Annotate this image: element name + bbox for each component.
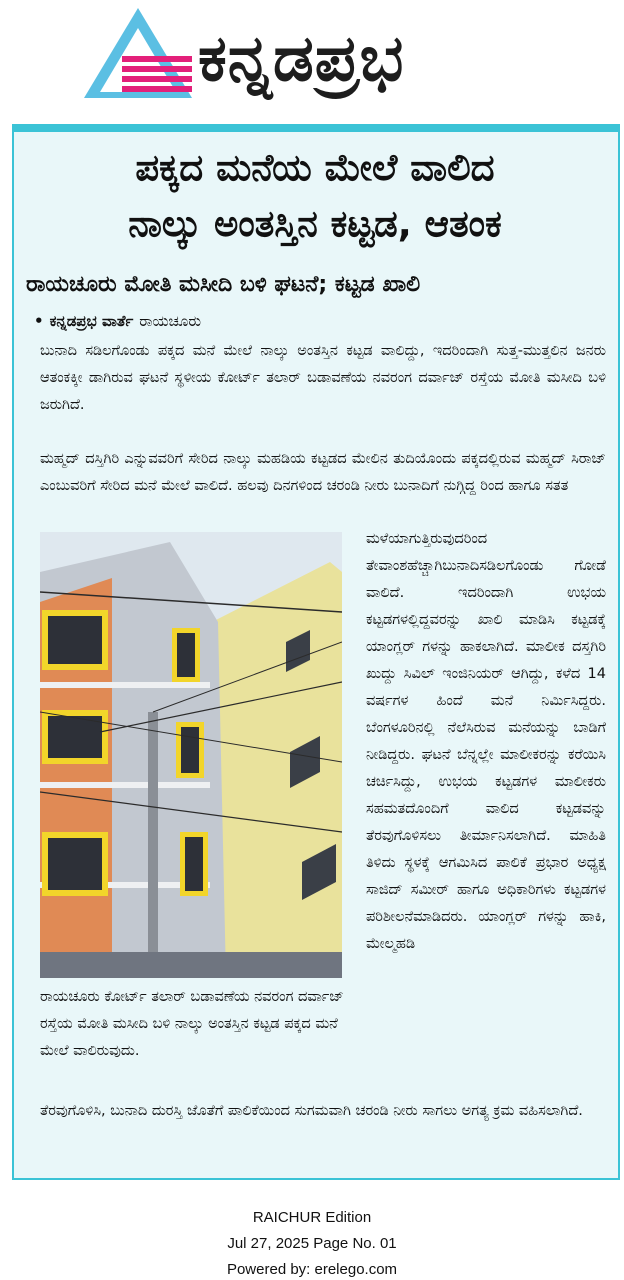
footer-powered-by: Powered by: erelego.com bbox=[226, 1261, 398, 1278]
article-paragraph-2: ಮಹ್ಮದ್ ದಸ್ತಿಗಿರಿ ಎನ್ನುವವರಿಗೆ ಸೇರಿದ ನಾಲ್ಕು ಮಹಡಿಯ ಕಟ್ಟಡದ ಮೇಲಿನ ತುದಿಯೊಂದು ಪಕ್ಕದಲ್ಲಿರುವ ಮಹ್ಮದ್ ಸಿರಾಜ್ ಎಂಬುವರಿಗೆ ಸೇರಿದ ಮನೆ ಮೇಲೆ ವಾಲಿದೆ. ಹಲವು ದಿನಗಳಿಂದ ಚರಂಡಿ ನೀರು ಬುನಾದಿಗೆ ನುಗ್ಗಿದ್ದ ರಿಂದ ಹಾಗೂ ಸತತ bbox=[40, 451, 606, 494]
byline-source: ಕನ್ನಡಪ್ರಭ ವಾರ್ತೆ bbox=[49, 312, 134, 330]
footer-date-page: Jul 27, 2025 Page No. 01 bbox=[227, 1235, 397, 1252]
headline-line-2: ನಾಲ್ಕು ಅಂತಸ್ತಿನ ಕಟ್ಟಡ, ಆತಂಕ bbox=[128, 202, 502, 245]
masthead-title: ಕನ್ನಡಪ್ರಭ bbox=[198, 22, 405, 96]
article-paragraph-1: ಬುನಾದಿ ಸಡಿಲಗೊಂಡು ಪಕ್ಕದ ಮನೆ ಮೇಲೆ ನಾಲ್ಕು ಅಂತಸ್ತಿನ ಕಟ್ಟಡ ವಾಲಿದ್ದು, ಇದರಿಂದಾಗಿ ಸುತ್ತ-ಮುತ್ತಲಿನ ಜನರು ಆತಂಕಕ್ಕೀ ಡಾಗಿರುವ ಘಟನೆ ಸ್ಥಳೀಯ ಕೋರ್ಟ್ ತಲಾರ್ ಬಡಾವಣೆಯ ನವರಂಗ ದರ್ವಾಜ್ ರಸ್ತೆಯ ಮೋತಿ ಮಸೀದಿ ಬಳಿ ಜರುಗಿದೆ. bbox=[40, 343, 606, 413]
headline bbox=[20, 140, 610, 252]
building-photo-illustration bbox=[40, 532, 342, 978]
subheadline: ರಾಯಚೂರು ಮೋತಿ ಮಸೀದಿ ಬಳಿ ಘಟನೆ; ಕಟ್ಟಡ ಖಾಲಿ bbox=[26, 272, 421, 297]
article-paragraph-3: ಮಳೆಯಾಗುತ್ತಿರುವುದರಿಂದ ತೇವಾಂಶಹೆಚ್ಚಾಗಿಬುನಾದಿಸಡಿಲಗೊಂಡು ಗೋಡೆ ವಾಲಿದೆ. ಇದರಿಂದಾಗಿ ಉಭಯ ಕಟ್ಟಡಗಳಲ್ಲಿದ್ದವರನ್ನು ಖಾಲಿ ಮಾಡಿಸಿ ಕಟ್ಟಡಕ್ಕೆ ಯಾಂಗ್ಲರ್ ಗಳನ್ನು ಹಾಕಲಾಗಿದೆ. ಮಾಲೀಕ ದಸ್ತಗಿರಿ ಖುದ್ದು ಸಿವಿಲ್ ಇಂಜಿನಿಯರ್ ಆಗಿದ್ದು, ಕಳೆದ 14 ವರ್ಷಗಳ ಹಿಂದೆ ಮನೆ ನಿರ್ಮಿಸಿದ್ದರು. ಬೆಂಗಳೂರಿನಲ್ಲಿ ನೆಲೆಸಿರುವ ಮನೆಯನ್ನು ಬಾಡಿಗೆ ನೀಡಿದ್ದರು. ಘಟನೆ ಬೆನ್ನಲ್ಲೇ ಮಾಲೀಕರನ್ನು ಕರೆಯಿಸಿ ಚರ್ಚಿಸಿದ್ದು, ಉಭಯ ಕಟ್ಟಡಗಳ ಮಾಲೀಕರು ಸಹಮತದೊಂದಿಗೆ ವಾಲಿದ ಕಟ್ಟಡವನ್ನು ತೆರವುಗೊಳಿಸಲು ತೀರ್ಮಾನಿಸಲಾಗಿದೆ. ಮಾಹಿತಿ ತಿಳಿದು ಸ್ಥಳಕ್ಕೆ ಆಗಮಿಸಿದ ಪಾಲಿಕೆ ಪ್ರಭಾರ ಅಧ್ಯಕ್ಷ ಸಾಜಿದ್ ಸಮೀರ್ ಹಾಗೂ ಅಧಿಕಾರಿಗಳು ಕಟ್ಟಡಗಳ ಪರಿಶೀಲನೆಮಾಡಿದರು. ಯಾಂಗ್ಲರ್ ಗಳನ್ನು ಹಾಕಿ, ಮೇಲ್ಮಹಡಿ bbox=[366, 531, 606, 952]
byline-bullet: • bbox=[34, 312, 44, 330]
byline-place: ರಾಯಚೂರು bbox=[139, 312, 202, 330]
headline-line-1: ಪಕ್ಕದ ಮನೆಯ ಮೇಲೆ ವಾಲಿದ bbox=[135, 146, 495, 189]
photo-caption: ರಾಯಚೂರು ಕೋರ್ಟ್ ತಲಾರ್ ಬಡಾವಣೆಯ ನವರಂಗ ದರ್ವಾಜ್ ರಸ್ತೆಯ ಮೋತಿ ಮಸೀದಿ ಬಳಿ ನಾಲ್ಕು ಅಂತಸ್ತಿನ ಕಟ್ಟಡ ಪಕ್ಕದ ಮನೆ ಮೇಲೆ ವಾಲಿರುವುದು. bbox=[40, 989, 344, 1059]
article-paragraph-4: ತೆರವುಗೊಳಿಸಿ, ಬುನಾದಿ ದುರಸ್ತಿ ಜೊತೆಗೆ ಪಾಲಿಕೆಯಿಂದ ಸುಗಮವಾಗಿ ಚರಂಡಿ ನೀರು ಸಾಗಲು ಅಗತ್ಯ ಕ್ರಮ ವಹಿಸಲಾಗಿದೆ. bbox=[40, 1103, 583, 1119]
kannada-prabha-logo-icon bbox=[82, 6, 194, 102]
footer-edition: RAICHUR Edition bbox=[252, 1209, 372, 1226]
masthead bbox=[0, 0, 624, 124]
byline bbox=[34, 310, 201, 332]
building-photo bbox=[40, 532, 342, 978]
